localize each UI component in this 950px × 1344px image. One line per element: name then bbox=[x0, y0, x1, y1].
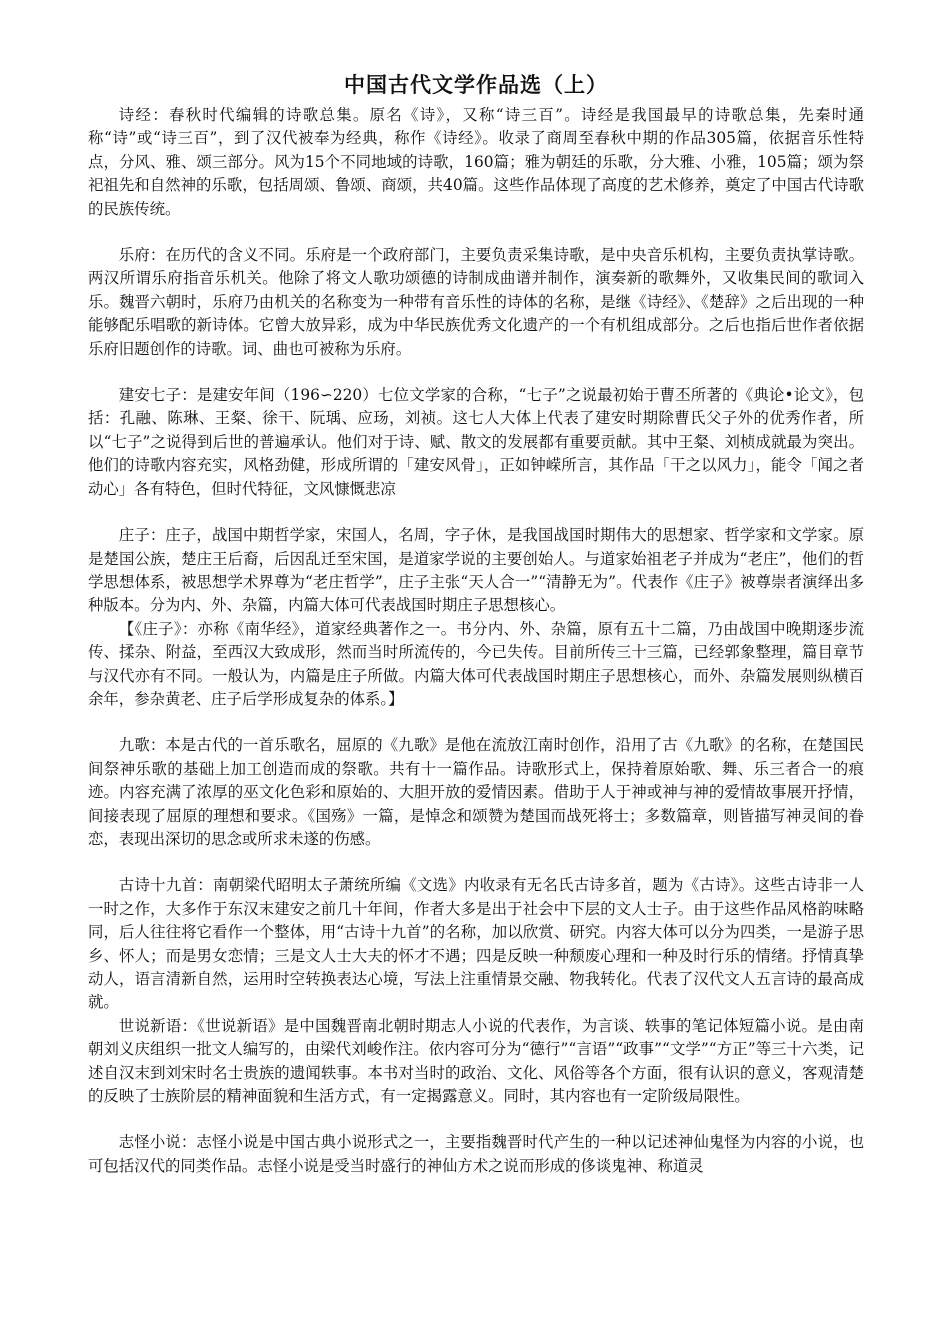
section-zhuangzi: 庄子：庄子，战国中期哲学家，宋国人，名周，字子休，是我国战国时期伟大的思想家、哲学家和文学家。原是楚国公族，楚庄王后裔，后因乱迁至宋国，是道家学说的主要创始人。与道家始祖老子并成为“老庄”，他们的哲学思想体系，被思想学术界尊为“老庄哲学”，庄子主张“天人合一”“清静无为”。代表作《庄子》被尊崇者演绎出多种版本。分为内、外、杂篇，内篇大体可代表战国时期庄子思想核心。 bbox=[88, 526, 864, 615]
paragraph-gap bbox=[88, 361, 864, 384]
section-yuefu: 乐府：在历代的含义不同。乐府是一个政府部门，主要负责采集诗歌，是中央音乐机构，主要负责执掌诗歌。两汉所谓乐府指音乐机关。他除了将文人歌功颂德的诗制成曲谱并制作，演奏新的歌舞外，又收集民间的歌词入乐。魏晋六朝时，乐府乃由机关的名称变为一种带有音乐性的诗体的名称，是继《诗经》、《楚辞》之后出现的一种能够配乐唱歌的新诗体。它曾大放异彩，成为中华民族优秀文化遗产的一个有机组成部分。之后也指后世作者依据乐府旧题创作的诗歌。词、曲也可被称为乐府。 bbox=[88, 246, 864, 358]
section-zhuangzi-note: 【《庄子》：亦称《南华经》，道家经典著作之一。书分内、外、杂篇，原有五十二篇，乃由战国中晚期逐步流传、揉杂、附益，至西汉大致成形，然而当时所流传的，今已失传。目前所传三十三篇，已经郭象整理，篇目章节与汉代亦有不同。一般认为，内篇是庄子所做。内篇大体可代表战国时期庄子思想核心，而外、杂篇发展则纵横百余年，参杂黄老、庄子后学形成复杂的体系。】 bbox=[88, 619, 864, 708]
document-page bbox=[88, 70, 864, 1178]
paragraph-gap bbox=[88, 711, 864, 734]
paragraph-gap bbox=[88, 851, 864, 874]
page-title: 中国古代文学作品选（上） bbox=[344, 73, 608, 97]
section-shijing: 诗经：春秋时代编辑的诗歌总集。原名《诗》，又称“诗三百”。诗经是我国最早的诗歌总集，先秦时通称“诗”或“诗三百”，到了汉代被奉为经典，称作《诗经》。收录了商周至春秋中期的作品305篇，依据音乐性特点，分风、雅、颂三部分。风为15个不同地域的诗歌，160篇；雅为朝廷的乐歌，分大雅、小雅，105篇；颂为祭祀祖先和自然神的乐歌，包括周颂、鲁颂、商颂，共40篇。这些作品体现了高度的艺术修养，奠定了中国古代诗歌的民族传统。 bbox=[88, 106, 864, 218]
section-jiuge: 九歌：本是古代的一首乐歌名，屈原的《九歌》是他在流放江南时创作，沿用了古《九歌》的名称，在楚国民间祭神乐歌的基础上加工创造而成的祭歌。共有十一篇作品。诗歌形式上，保持着原始歌、舞、乐三者合一的痕迹。内容充满了浓厚的巫文化色彩和原始的、大胆开放的爱情因素。借助于人于神或神与神的爱情故事展开抒情，间接表现了屈原的理想和要求。《国殇》一篇，是悼念和颂赞为楚国而战死将士；多数篇章，则皆描写神灵间的眷恋，表现出深切的思念或所求未遂的伤感。 bbox=[88, 736, 864, 848]
paragraph-gap bbox=[88, 221, 864, 244]
section-shishuo-xinyu: 世说新语：《世说新语》是中国魏晋南北朝时期志人小说的代表作，为言谈、轶事的笔记体短篇小说。是由南朝刘义庆组织一批文人编写的，由梁代刘峻作注。依内容可分为“德行”“言语”“政事”“文学”“方正”等三十六类，记述自汉末到刘宋时名士贵族的遗闻轶事。本书对当时的政治、文化、风俗等各个方面，很有认识的意义，客观清楚的反映了士族阶层的精神面貌和生活方式，有一定揭露意义。同时，其内容也有一定阶级局限性。 bbox=[88, 1016, 864, 1106]
section-jianan-qizi: 建安七子：是建安年间（196∽220）七位文学家的合称，“七子”之说最初始于曹丕所著的《典论•论文》，包括：孔融、陈琳、王粲、徐干、阮瑀、应玚，刘祯。这七人大体上代表了建安时期除曹氏父子外的优秀作者，所以“七子”之说得到后世的普遍承认。他们对于诗、赋、散文的发展都有重要贡献。其中王粲、刘桢成就最为突出。他们的诗歌内容充实，风格劲健，形成所谓的「建安风骨」，正如钟嵘所言，其作品「干之以风力」，能令「闻之者动心」各有特色，但时代特征，文风慷慨悲凉 bbox=[88, 386, 864, 498]
section-zhiguai-xiaoshuo: 志怪小说：志怪小说是中国古典小说形式之一，主要指魏晋时代产生的一种以记述神仙鬼怪为内容的小说，也可包括汉代的同类作品。志怪小说是受当时盛行的神仙方术之说而形成的侈谈鬼神、称道灵 bbox=[88, 1133, 864, 1175]
paragraph-gap bbox=[88, 501, 864, 524]
paragraph-gap bbox=[88, 1108, 864, 1131]
section-gushi-shijiushou: 古诗十九首：南朝梁代昭明太子萧统所编《文选》内收录有无名氏古诗多首，题为《古诗》。这些古诗非一人一时之作，大多作于东汉末建安之前几十年间，作者大多是出于社会中下层的文人士子。由于这些作品风格韵味略同，后人往往将它看作一个整体，用“古诗十九首”的名称，加以欣赏、研究。内容大体可以分为四类，一是游子思乡、怀人；而是男女恋情；三是文人士大夫的怀才不遇；四是反映一种颓废心理和一种及时行乐的情绪。抒情真挚动人，语言清新自然，运用时空转换表达心境，写法上注重情景交融、物我转化。代表了汉代文人五言诗的最高成就。 bbox=[88, 876, 864, 1012]
